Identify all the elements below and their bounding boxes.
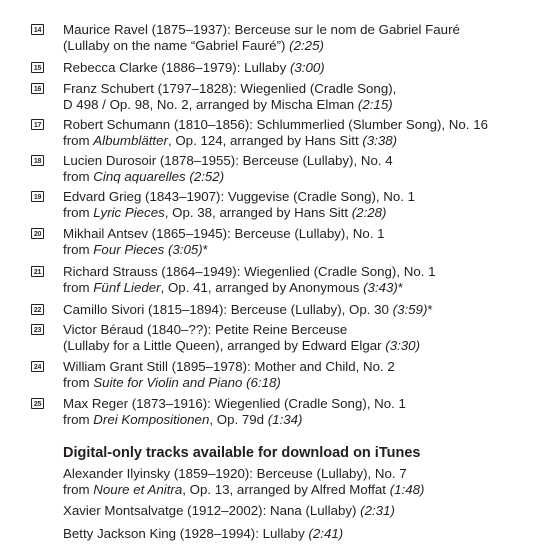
track-number: 19 [31, 191, 44, 202]
track-duration: (2:52) [185, 169, 225, 184]
track-title: Victor Béraud (1840–??): Petite Reine Berceuse [63, 322, 348, 337]
track-title: Betty Jackson King (1928–1994): Lullaby (2:41) [63, 526, 344, 541]
track-number: 25 [31, 398, 44, 409]
track-duration: (1:48) [389, 482, 425, 497]
track-duration: (6:18) [242, 375, 281, 390]
track-detail: from Drei Kompositionen, Op. 79d (1:34) [63, 412, 303, 427]
track-duration: (3:59) [392, 302, 428, 317]
track-number: 16 [31, 83, 44, 94]
track-detail: from Noure et Anitra, Op. 13, arranged by Alfred Moffat (1:48) [63, 482, 425, 497]
track-detail: from Fünf Lieder, Op. 41, arranged by Anonymous (3:43)* [63, 280, 404, 295]
track-duration: (2:28) [351, 205, 387, 220]
track-number: 20 [31, 228, 44, 239]
digital-track-2 [63, 503, 395, 519]
track-duration: (3:05) [164, 242, 203, 257]
track-title: William Grant Still (1895–1978): Mother and Child, No. 2 [63, 359, 395, 374]
track-number: 17 [31, 119, 44, 130]
track-duration: (3:43) [363, 280, 398, 295]
track-title: Robert Schumann (1810–1856): Schlummerlied (Slumber Song), No. 16 [63, 117, 488, 132]
track-title: Maurice Ravel (1875–1937): Berceuse sur le nom de Gabriel Fauré [63, 22, 460, 37]
track-title: Mikhail Antsev (1865–1945): Berceuse (Lullaby), No. 1 [63, 226, 385, 241]
track-duration: (2:15) [357, 97, 393, 112]
track-duration: (2:31) [360, 503, 395, 518]
digital-track-3 [63, 526, 343, 542]
track-title: Max Reger (1873–1916): Wiegenlied (Cradle Song), No. 1 [63, 396, 406, 411]
track-detail: from Albumblätter, Op. 124, arranged by Hans Sitt (3:38) [63, 133, 398, 148]
track-title: Xavier Montsalvatge (1912–2002): Nana (Lullaby) (2:31) [63, 503, 395, 518]
track-title: Edvard Grieg (1843–1907): Vuggevise (Cradle Song), No. 1 [63, 189, 416, 204]
digital-only-heading: Digital-only tracks available for download on iTunes [63, 445, 421, 461]
track-number: 15 [31, 62, 44, 73]
track-duration: (3:38) [362, 133, 398, 148]
track-title: Rebecca Clarke (1886–1979): Lullaby (3:00) [63, 60, 325, 75]
digital-track-1 [63, 466, 424, 498]
track-title: Camillo Sivori (1815–1894): Berceuse (Lullaby), Op. 30 (3:59)* [63, 302, 433, 317]
track-duration: (2:25) [289, 38, 324, 53]
track-detail: from Cinq aquarelles (2:52) [63, 169, 225, 184]
track-title: Franz Schubert (1797–1828): Wiegenlied (Cradle Song), [63, 81, 397, 96]
track-detail: from Suite for Violin and Piano (6:18) [63, 375, 281, 390]
track-title: Lucien Durosoir (1878–1955): Berceuse (Lullaby), No. 4 [63, 153, 393, 168]
track-number: 24 [31, 361, 44, 372]
track-title: Alexander Ilyinsky (1859–1920): Berceuse (Lullaby), No. 7 [63, 466, 407, 481]
track-duration: (1:34) [267, 412, 303, 427]
track-number: 14 [31, 24, 44, 35]
track-duration: (3:30) [385, 338, 421, 353]
track-detail: from Lyric Pieces, Op. 38, arranged by Hans Sitt (2:28) [63, 205, 387, 220]
track-detail: D 498 / Op. 98, No. 2, arranged by Mischa Elman (2:15) [63, 97, 393, 112]
track-duration: (2:41) [308, 526, 344, 541]
track-detail: (Lullaby for a Little Queen), arranged by Edward Elgar (3:30) [63, 338, 421, 353]
track-number: 23 [31, 324, 44, 335]
track-number: 22 [31, 304, 44, 315]
track-duration: (3:00) [289, 60, 325, 75]
track-number: 21 [31, 266, 44, 277]
track-number: 18 [31, 155, 44, 166]
track-title: Richard Strauss (1864–1949): Wiegenlied (Cradle Song), No. 1 [63, 264, 436, 279]
track-detail: (Lullaby on the name “Gabriel Fauré”) (2:25) [63, 38, 324, 53]
track-detail: from Four Pieces (3:05)* [63, 242, 208, 257]
